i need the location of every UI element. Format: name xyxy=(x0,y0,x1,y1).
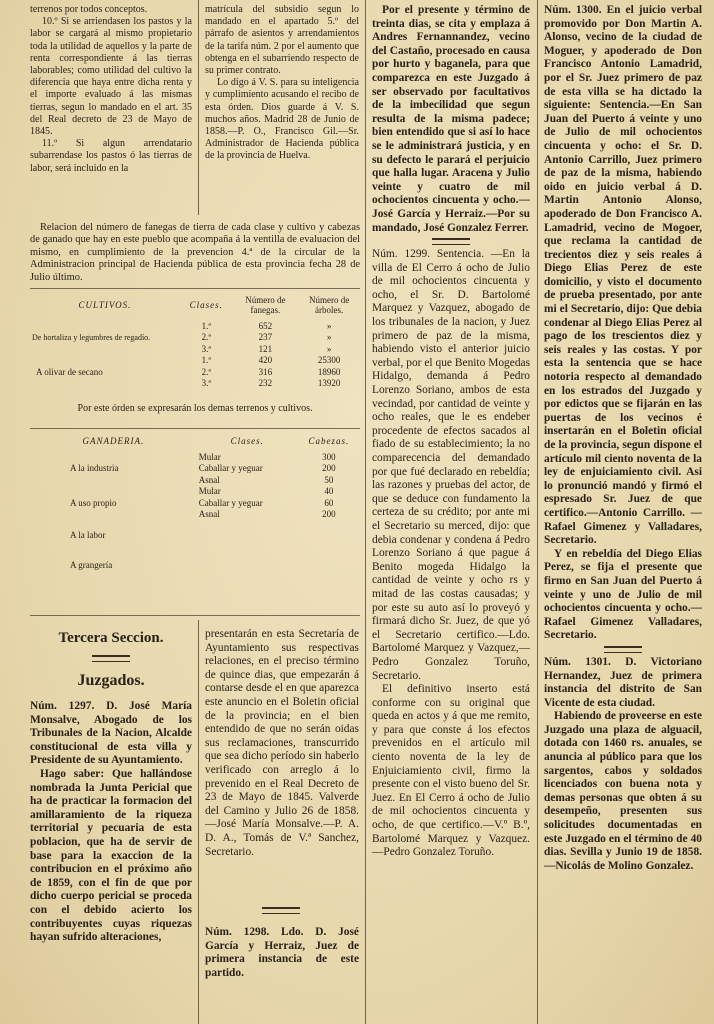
column-header: Clases. xyxy=(230,436,264,446)
ornament-rule xyxy=(432,238,470,245)
column-header: Número de fanegas. xyxy=(245,295,286,315)
table-row: Asnal 50 xyxy=(198,474,334,485)
table-row: Asnal 200 xyxy=(198,509,336,520)
column-header: CULTIVOS. xyxy=(78,300,132,310)
notice-1298 xyxy=(205,926,359,1024)
table-row: 3.ª 121 » xyxy=(201,343,332,354)
column-rule xyxy=(198,620,199,1024)
column-header: Clases. xyxy=(189,300,223,310)
table-rule xyxy=(30,288,360,289)
table-row: A uso propio Caballar y yeguar 60 xyxy=(70,497,334,508)
table-row: 1.ª 420 25300 xyxy=(201,355,341,366)
column-header: Cabezas. xyxy=(308,436,350,446)
table-row: A grangería xyxy=(70,560,113,570)
table-row: 3.ª 232 13920 xyxy=(201,378,341,389)
column-header: Número de árboles. xyxy=(308,295,350,315)
paragraph: 10.º Si se arriendasen los pastos y la labor se cargará al mismo propietario toda la utilidad de aquellos y la parte de renta correspondiente á las tierras laborables; como utilidad del cultivo la diferencia que haya entre dicha renta y el importe evaluado á las mismas tierras, segun lo mandado en el art. 35 del Real decreto de 23 de Mayo de 1845. xyxy=(30,16,192,138)
column-1-top xyxy=(30,4,192,214)
paragraph: Núm. 1301. D. Victoriano Hernandez, Juez de primera instancia del distrito de San Vicente de esta ciudad. xyxy=(544,655,702,709)
table-row: Mular 40 xyxy=(198,486,334,497)
paragraph: matrícula del subsidio segun lo mandado en el apartado 5.º del párrafo de asientos y arrendamientos de la tarifa núm. 2 por el aumento que obtenga en el subarriendo respecto de su primer contrato. xyxy=(205,4,359,77)
table-row: A la labor xyxy=(70,530,106,540)
paragraph: Lo digo á V. S. para su inteligencia y cumplimiento acusando el recibo de esta órden. Dios guarde á V. S. muchos años. Madrid 28 de Junio de 1858.—P. O., Francisco Gil.—Sr. Administrador de Hacienda pública de la provincia de Huelva. xyxy=(205,77,359,162)
column-4 xyxy=(544,4,702,1024)
column-3 xyxy=(372,4,530,1024)
paragraph: Y en rebeldía del Diego Elias Perez, se fija el presente que firmo en San Juan del Puerto á veinte y uno de Julio de mil ochocientos cincuenta y ocho.—Rafael Gimenez Valladares, Secretario. xyxy=(544,547,702,642)
paragraph: Núm. 1298. Ldo. D. José García y Herraiz, Juez de primera instancia de este partido. xyxy=(205,926,359,979)
ornament-rule xyxy=(604,646,642,653)
column-rule xyxy=(198,0,199,215)
ganaderia-table xyxy=(30,431,360,580)
paragraph: Núm. 1300. En el juicio verbal promovido por Don Martin A. Alonso, vecino de la ciudad de Moguer, y apoderado de Don Francisco Antonio Lamadrid, por el Sr. Juez primero de paz de esta villa se ha dictado la siguiente: Sentencia.—En San Juan del Puerto á veinte y uno de Julio de mil ochocientos cincuenta y ocho: el Sr. D. Antonio Carrillo, Juez primero de paz de la misma, habiendo oido en juicio verbal á D. Martin Antonio Alonso, apoderado de Don Francisco A. Lamadrid, vecino de Mogoer, que reclama la cantidad de trecientos diez y seis reales á Diego Elias Perez de este domicilio, y visto el documento de prueba presentado, por ante mi el Secretario, dijo: Que debia condenar al Diego Elias Perez al pago de los trescientos diez y seis reales y las costas. Y por esta la sentencia que se hace notoria respecto al demandado en los estrados del Juzgado y por edictos que se fijarán en las puertas de los vecinos é insertarán en el Boletin oficial de la provincia, segun dispone el artículo mil ciento noventa de la ley de enjuiciamiento civil. Asi lo pronunció mandó y firmó el espresado Sr. Juez de que certifico.—Antonio Carrillo. —Rafael Gimenez y Valladares, Secretario. xyxy=(544,4,702,547)
juzgados-heading: Juzgados. xyxy=(77,672,145,689)
table-row: A la industria Caballar y yeguar 200 xyxy=(70,463,336,474)
column-header: GANADERIA. xyxy=(82,436,145,446)
paragraph: Relacion del número de fanegas de tierra de cada clase y cultivo y cabezas de ganado que hay en este pueblo que acompaña á la ventilla de evaluacion del mismo, en cumplimiento de la prevencion 4.ª de la circular de la Administracion principal de Hacienda pública de esta provincia fecha 28 de Julio último. xyxy=(30,222,360,283)
column-rule xyxy=(365,0,366,1024)
column-rule xyxy=(537,0,538,1024)
relacion-paragraph xyxy=(30,222,360,284)
column-2-top xyxy=(205,4,359,214)
table-rule xyxy=(30,428,360,429)
column-1-bottom xyxy=(30,700,192,1024)
paragraph: El definitivo inserto está conforme con su original que queda en actos y á que me remito, y para que conste á los efectos prevenidos en el artículo mil ciento noventa de la ley de Enjuiciamiento civil, firmo la presente con el visto bueno del Sr. Juez. En El Cerro á ocho de Julio de mil ochocientos cincuenta y ocho, de que certifico.—V.º B.º, Bartolomé Marquez y Vazquez. —Pedro Gonzalez Toruño. xyxy=(372,683,530,859)
paragraph: presentarán en esta Secretaría de Ayuntamiento sus respectivas relaciones, en el preciso término de quince dias, que empezarán á contarse desde el en que aparezca este anuncio en el Boletin oficial de la provincia; en el bien entendido de que no serán oidas sus reclamaciones, transcurrido que sea dicho período sin haberlo verificado con arreglo á lo prevenido en el Real Decreto de 23 de Mayo de 1845. Valverde del Camino y Julio 26 de 1858.—José María Monsalve.—P. A. D. A., Tomás de V.ª Sanchez, Secretario. xyxy=(205,628,359,858)
section-rule xyxy=(30,615,360,616)
table-row: A olivar de secano 2.ª 316 18960 xyxy=(36,366,341,377)
paragraph: Hago saber: Que hallándose nombrada la Junta Pericial que ha de practicar la formacion del amillaramiento de la riqueza territorial y pecuaria de esta poblacion, que ha de servir de base para la exaccion de la contribucion en el próximo año de 1859, con el fin de que por dicho cuerpo pericial se proceda con el debido acierto los contribuyentes cuyas riquezas hayan sufrido alteraciones, xyxy=(30,767,192,944)
ornament-rule xyxy=(92,655,130,662)
table-row: Mular 300 xyxy=(198,451,336,462)
paragraph: Habiendo de proveerse en este Juzgado una plaza de alguacil, dotada con 1460 rs. anuales, se anuncia al público para que los sargentos, cabos y soldados licenciados con buena nota y demas personas que obten á su desempeño, presenten sus solicitudes documentadas en este Juzgado en el término de 40 dias. Sevilla y Junio 19 de 1858.—Nicolás de Molino Gonzalez. xyxy=(544,710,702,872)
ornament-rule xyxy=(262,907,300,914)
table-row: De hortaliza y legumbres de regadío. 2.ª 237 » xyxy=(32,332,332,343)
paragraph: Núm. 1299. Sentencia. —En la villa de El Cerro á ocho de Julio de mil ochocientos cincuenta y ocho, el Sr. D. Bartolomé Marquez y Vazquez, abogado de los tribunales de la nacion, y Juez primero de paz de la misma, habiendo visto el anterior juicio verbal, por el que Benito Mogedas Hidalgo, demanda á Pedro Lorenzo Soriano, ambos de esta vecindad, por cantidad de veinte y ocho reales, que le es endeber procedente de efectos sacados al fiado de su establecimiento; la no comparecencia del demandado por que fué declarado en rebeldía; las razones y pruebas del actor, de que se deduce con fundamento la certeza de su crédito; por ante mi el Secretario su merced, dijo: que debia condenar y condena á Pedro Lorenzo Soriano á que pague á Benito mogeda Hidalgo la cantidad de veinte y ocho rs y mitad de las costas causadas; y por este su auto así lo proveyó y firmará dicho Sr. Juez, de que yó el Secretario certifico.—Ldo. Bartolomé Marquez y Vazquez,—Pedro Gonzalez Toruño, Secretario. xyxy=(372,248,530,682)
paragraph: terrenos por todos conceptos. xyxy=(30,4,148,15)
column-2-bottom xyxy=(205,628,359,890)
section-title: Tercera Seccion. xyxy=(58,630,164,646)
paragraph: Por el presente y término de treinta dias, se cita y emplaza á Andres Fernannandez, vecino del Castaño, procesado en causa por hurto y baganela, para que comparezca en este Juzgado á ser observado por facultativos de la imbecilidad que segun resulta de la misma padece; bien entendido que si así lo hace se le administrará justicia, y en su defecto le parará el perjuicio que halla lugar. Aracena y Julio veinte y cuatro de mil ochocientos cincuenta y ocho.—José García y Herraiz.—Por su mandado, José Gonzalez Ferrer. xyxy=(372,4,530,234)
table-row: 1.ª 652 » xyxy=(201,320,332,331)
paragraph: 11.º Si algun arrendatario subarrendase los pastos ó las tierras de labor, será incluido en la xyxy=(30,138,192,174)
cultivos-table xyxy=(30,290,360,389)
orden-line: Por este órden se expresarán los demas terrenos y cultivos. xyxy=(77,403,313,414)
paragraph: Núm. 1297. D. José María Monsalve, Abogado de los Tribunales de la Nacion, Alcalde constitucional de esta villa y Presidente de su Ayuntamiento. xyxy=(30,700,192,767)
